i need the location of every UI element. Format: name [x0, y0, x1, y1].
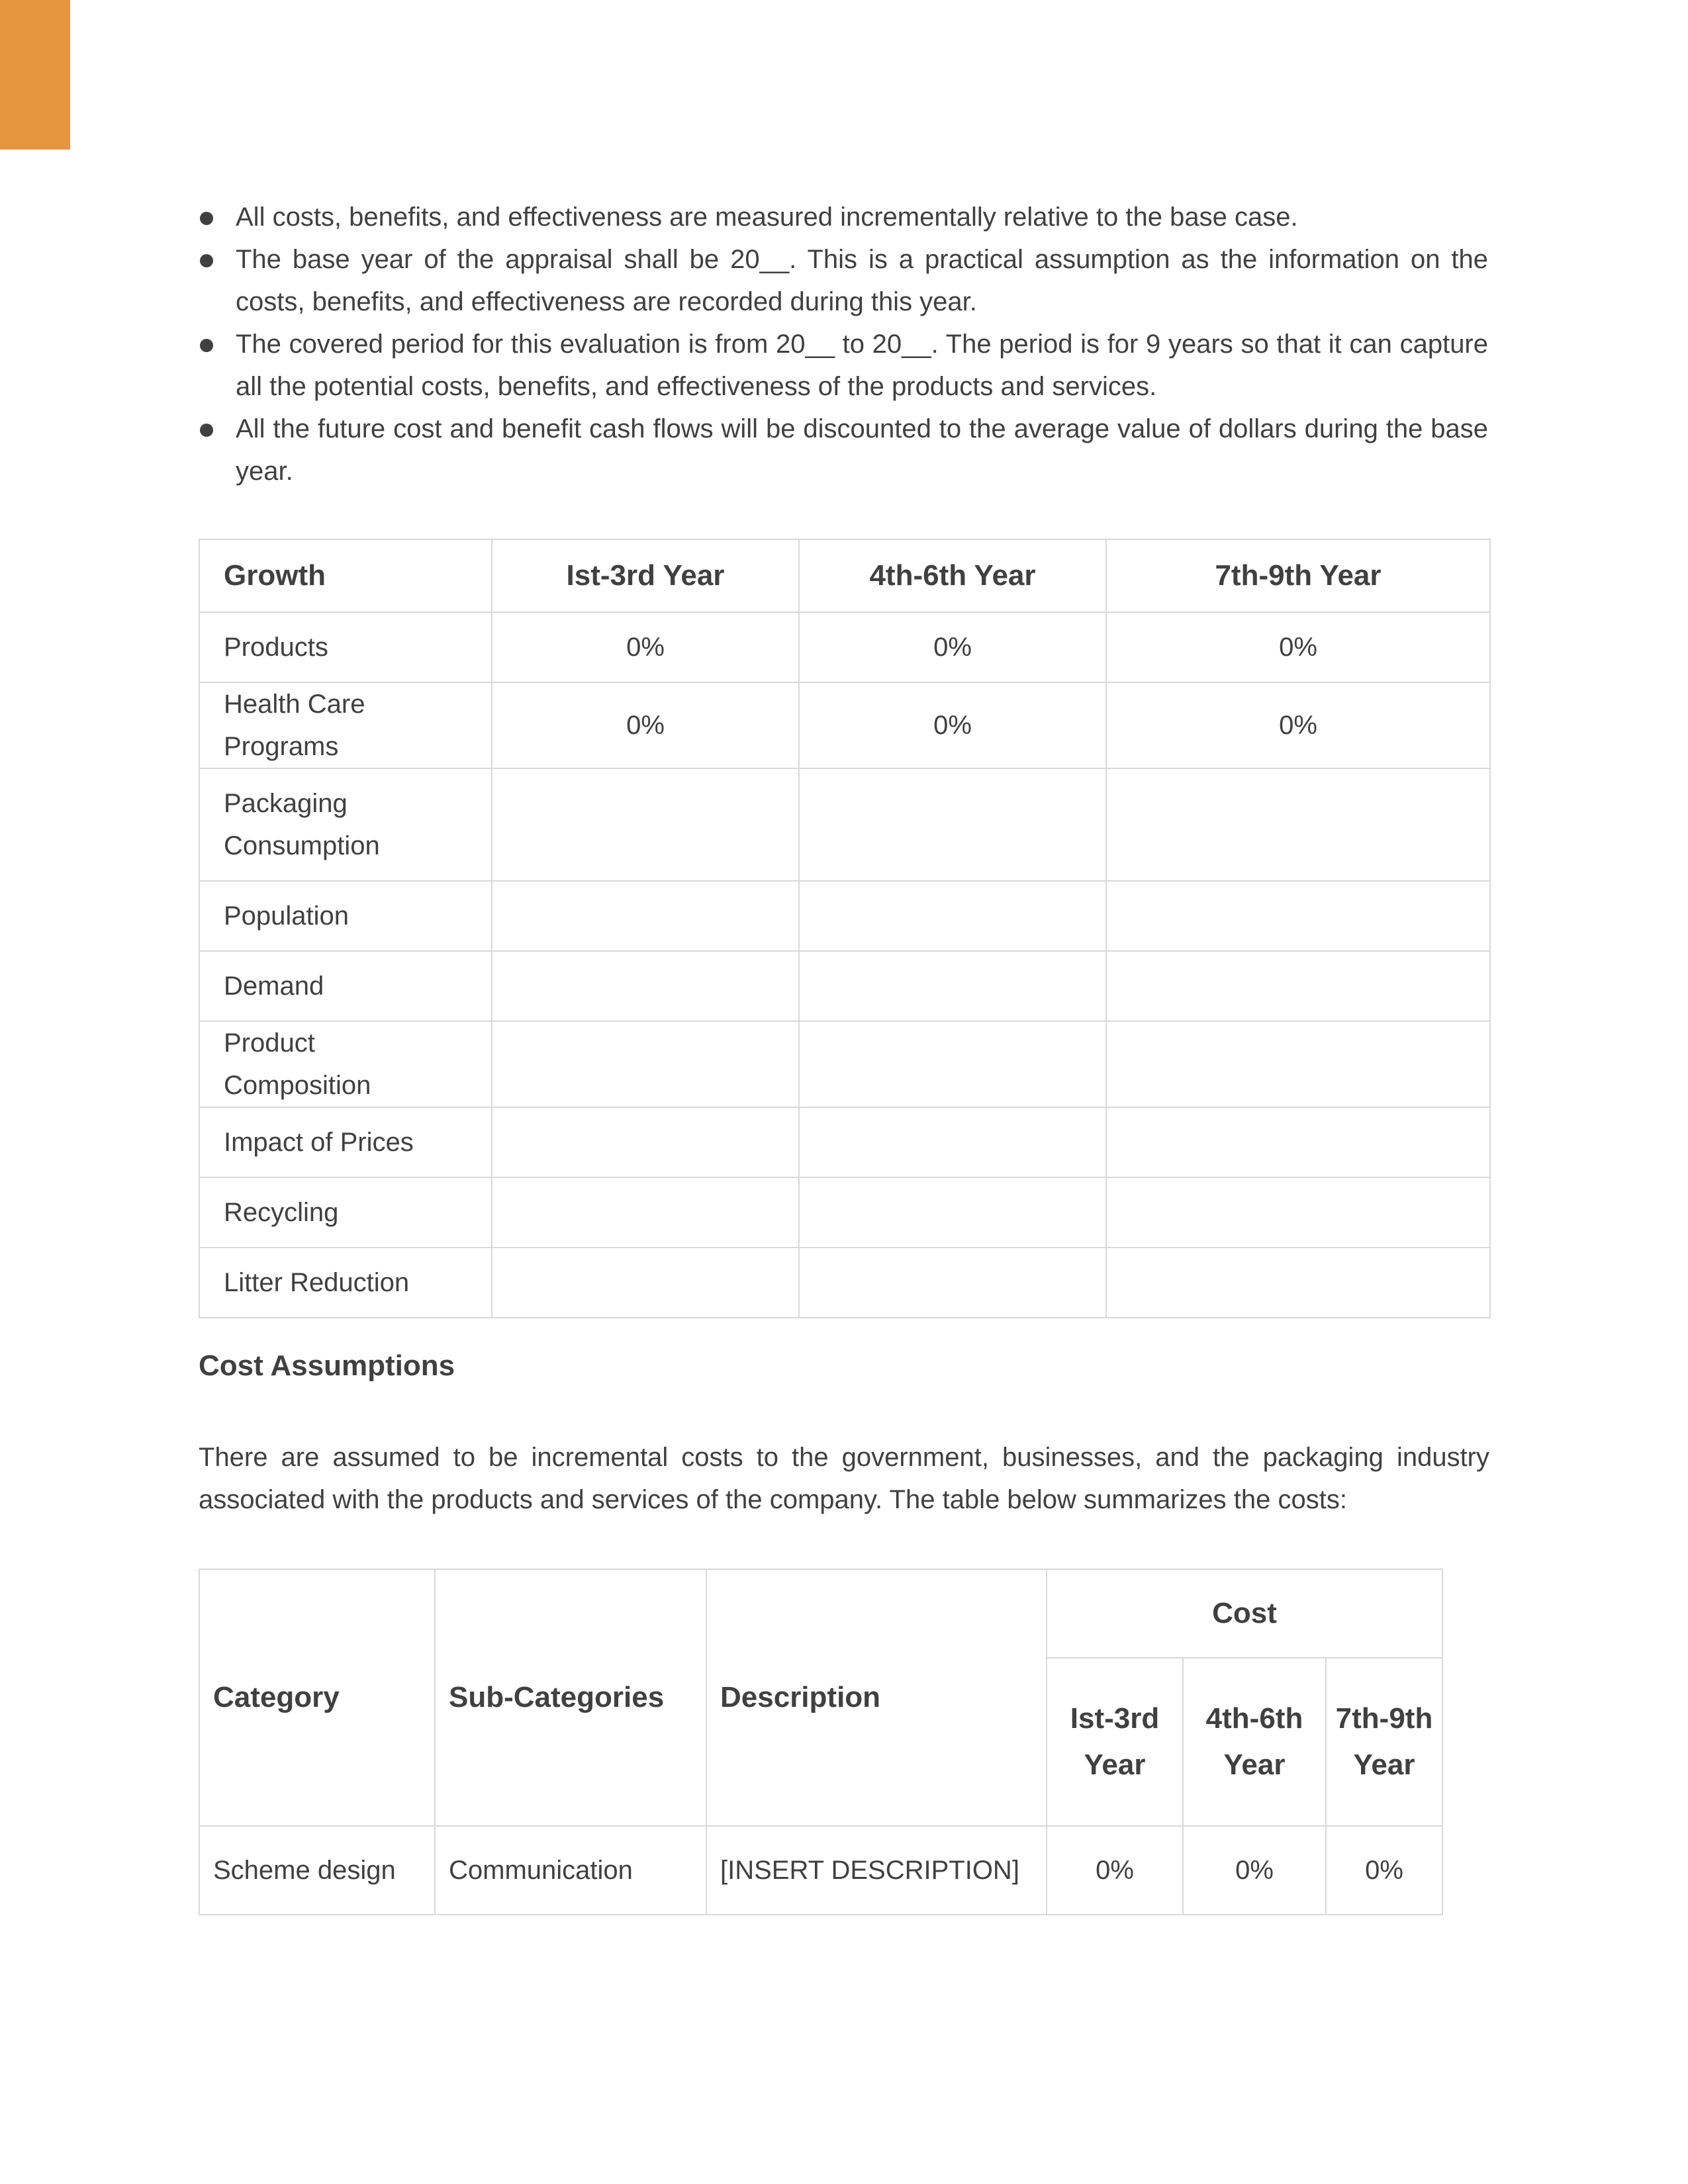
row-label: Demand: [199, 951, 492, 1021]
table-cell: [1106, 768, 1490, 881]
table-row: [199, 612, 1490, 682]
table-cell: [492, 768, 799, 881]
period-header: Ist-3rd Year: [492, 539, 799, 612]
table-row: [199, 1177, 1490, 1248]
period-header: Ist-3rd Year: [1047, 1658, 1183, 1826]
cost-table: [199, 1569, 1443, 1915]
section-paragraph: There are assumed to be incremental costs to the government, businesses, and the packaging industry associated with the products and services of the company. The table below summarizes the costs:: [199, 1443, 1489, 1514]
table-row: [199, 1021, 1490, 1107]
row-label: Product Composition: [199, 1021, 492, 1107]
table-cell: 0%: [1047, 1826, 1183, 1915]
table-row: [199, 951, 1490, 1021]
section-heading: Cost Assumptions: [199, 1349, 455, 1382]
table-cell: [799, 951, 1106, 1021]
table-cell: [492, 1021, 799, 1107]
table-cell: 0%: [1106, 612, 1490, 682]
row-label: Packaging Consumption: [199, 768, 492, 881]
table-cell: 0%: [1326, 1826, 1442, 1915]
sub-category-cell: Communication: [435, 1826, 706, 1915]
period-header: 7th-9th Year: [1326, 1658, 1442, 1826]
row-label: Impact of Prices: [199, 1107, 492, 1177]
table-cell: [799, 1021, 1106, 1107]
period-header: 4th-6th Year: [799, 539, 1106, 612]
category-cell: Scheme design: [199, 1826, 435, 1915]
assumptions-bullet-list: [199, 196, 1488, 492]
table-cell: [799, 1107, 1106, 1177]
cost-header: Cost: [1047, 1569, 1442, 1658]
table-row: [199, 682, 1490, 768]
sub-categories-header: Sub-Categories: [435, 1569, 706, 1826]
table-row: [199, 1826, 1442, 1915]
row-label: Products: [199, 612, 492, 682]
table-cell: [492, 1177, 799, 1248]
table-cell: [492, 951, 799, 1021]
table-cell: 0%: [799, 682, 1106, 768]
table-cell: 0%: [492, 682, 799, 768]
table-row: [199, 1248, 1490, 1318]
table-cell: 0%: [492, 612, 799, 682]
corner-accent-tab: [0, 0, 70, 150]
table-cell: [1106, 951, 1490, 1021]
table-row: [199, 768, 1490, 881]
table-cell: [492, 1248, 799, 1318]
growth-table: [199, 539, 1491, 1318]
table-row: [199, 1107, 1490, 1177]
bullet-item: The base year of the appraisal shall be 20__. This is a practical assumption as the information on the costs, benefits, and effectiveness are recorded during this year.: [199, 238, 1488, 323]
table-cell: [492, 881, 799, 951]
table-cell: 0%: [1183, 1826, 1326, 1915]
row-label: Litter Reduction: [199, 1248, 492, 1318]
table-cell: [1106, 1177, 1490, 1248]
description-header: Description: [706, 1569, 1047, 1826]
table-cell: 0%: [1106, 682, 1490, 768]
table-row: [199, 881, 1490, 951]
cost-table-header-row: [199, 1569, 1442, 1658]
period-header: 7th-9th Year: [1106, 539, 1490, 612]
category-header: Category: [199, 1569, 435, 1826]
growth-header: Growth: [199, 539, 492, 612]
table-cell: [1106, 1107, 1490, 1177]
table-cell: [1106, 1248, 1490, 1318]
description-cell: [INSERT DESCRIPTION]: [706, 1826, 1047, 1915]
bullet-item: All costs, benefits, and effectiveness are measured incrementally relative to the base case.: [199, 196, 1488, 238]
table-cell: 0%: [799, 612, 1106, 682]
bullet-item: The covered period for this evaluation is from 20__ to 20__. The period is for 9 years so that it can capture all the potential costs, benefits, and effectiveness of the products and services.: [199, 323, 1488, 408]
table-cell: [1106, 1021, 1490, 1107]
row-label: Health Care Programs: [199, 682, 492, 768]
table-cell: [799, 1248, 1106, 1318]
bullet-item: All the future cost and benefit cash flows will be discounted to the average value of dollars during the base year.: [199, 408, 1488, 492]
row-label: Recycling: [199, 1177, 492, 1248]
growth-table-header-row: [199, 539, 1490, 612]
table-cell: [492, 1107, 799, 1177]
table-cell: [1106, 881, 1490, 951]
table-cell: [799, 768, 1106, 881]
period-header: 4th-6th Year: [1183, 1658, 1326, 1826]
row-label: Population: [199, 881, 492, 951]
table-cell: [799, 881, 1106, 951]
table-cell: [799, 1177, 1106, 1248]
